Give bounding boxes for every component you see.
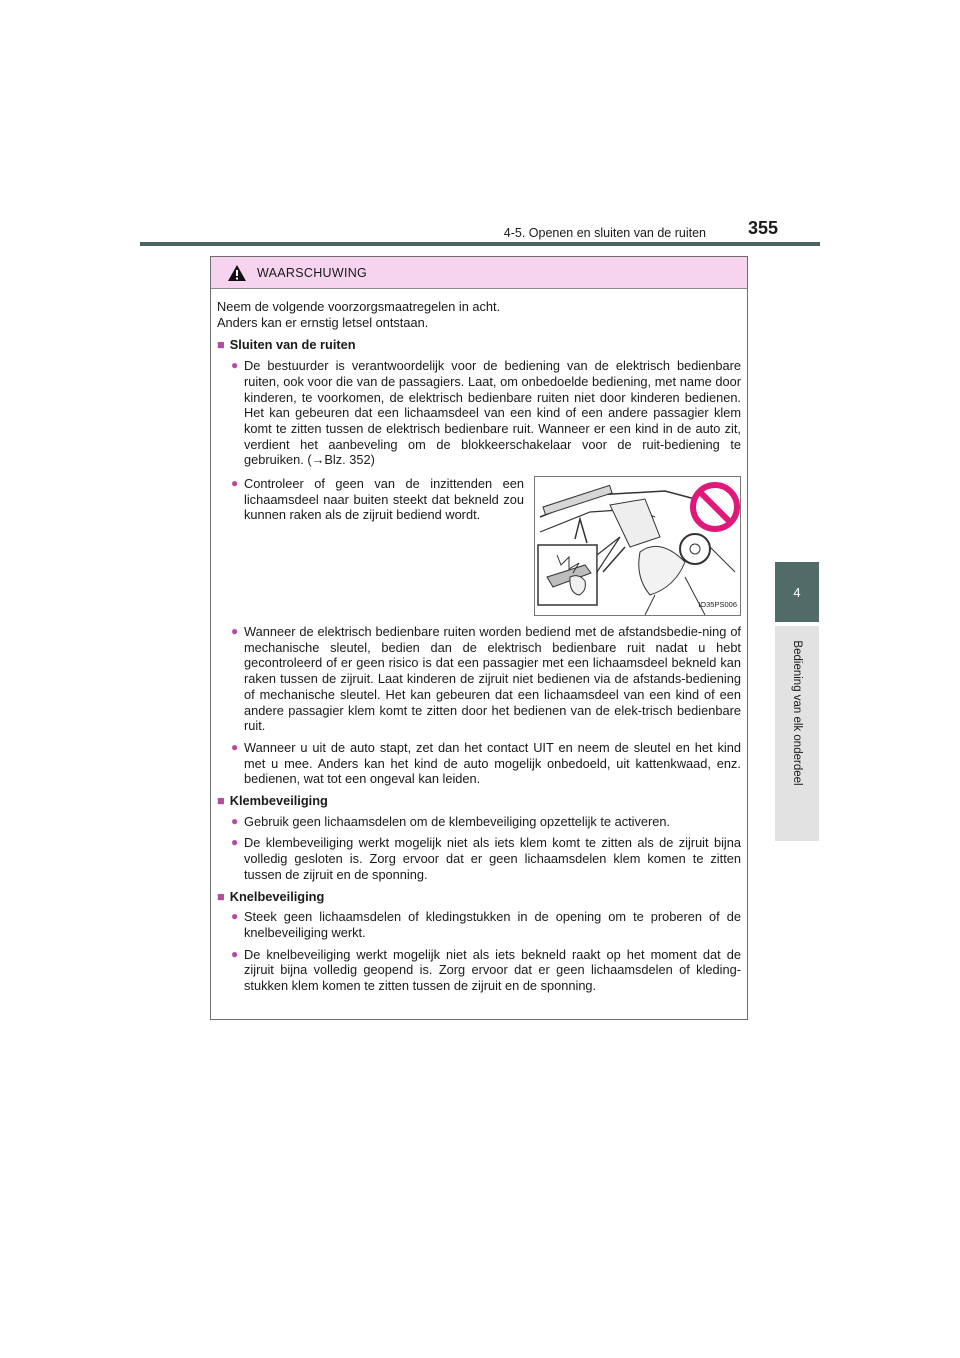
- list-item: [231, 835, 741, 882]
- round-bullet-icon: ●: [231, 739, 239, 754]
- section-heading-text: Klembeveiliging: [229, 793, 328, 809]
- list-item-text: De klembeveiliging werkt mogelijk niet als iets klem komt te zitten als de zijruit bijna volledig gesloten is. Zorg ervoor dat er geen lichaamsdelen klem komen te zitten tussen de zijruit en de sponning.: [244, 835, 741, 882]
- square-bullet-icon: ■: [217, 888, 225, 904]
- section-heading: [217, 889, 741, 905]
- chapter-title: Bediening van elk onderdeel: [791, 640, 803, 786]
- list-item: [231, 740, 741, 787]
- car-window-illustration: [535, 477, 740, 615]
- list-item-text: Wanneer u uit de auto stapt, zet dan het contact UIT en neem de sleutel en het kind met u mee. Anders kan het kind de auto mogelijk onbedoeld, uit kattenkwaad, enz. bedienen, wat tot een ongeval kan leiden.: [244, 739, 741, 787]
- list-item: [231, 814, 741, 830]
- chapter-number: 4: [793, 584, 801, 600]
- list-item-text: Steek geen lichaamsdelen of kledingstukken in de opening om te proberen of de knelbeveiliging werkt.: [244, 909, 741, 940]
- round-bullet-icon: ●: [231, 909, 239, 924]
- section-title: 4-5. Openen en sluiten van de ruiten: [503, 226, 706, 240]
- round-bullet-icon: ●: [231, 476, 239, 491]
- list-item-text: Controleer of geen van de inzittenden een lichaamsdeel naar buiten steekt dat bekneld zou kunnen raken als de zijruit bediend wordt.: [244, 476, 524, 523]
- round-bullet-icon: ●: [231, 358, 239, 373]
- section-heading: [217, 337, 741, 353]
- list-item: [231, 947, 741, 994]
- warning-intro: [217, 299, 741, 330]
- intro-line: Anders kan er ernstig letsel ontstaan.: [217, 314, 429, 330]
- square-bullet-icon: ■: [217, 337, 225, 353]
- warning-box: [210, 256, 748, 1020]
- intro-line: Neem de volgende voorzorgsmaatregelen in acht.: [217, 299, 501, 314]
- section-heading: [217, 793, 741, 809]
- figure-code: IO35PS006: [698, 600, 737, 610]
- list-item: [231, 624, 741, 734]
- warning-triangle-icon: [227, 264, 247, 282]
- list-item-text: Wanneer de elektrisch bedienbare ruiten worden bediend met de afstandsbedie-ning of mechanische sleutel, bedien dan de elektrisch bedienbare ruit nadat u hebt gecontroleerd of er geen risico is dat een passagier met een lichaamsdeel bekneld kan raken tussen de zijruit. Laat kinderen de zijruit niet bedienen via de afstands-bediening of mechanische sleutel. Het kan gebeuren dat een lichaamsdeel van een kind of een andere passagier klem komt te zitten door het bedienen van de elek-trisch bedienbare ruit.: [244, 624, 741, 734]
- warning-body: [211, 289, 747, 994]
- round-bullet-icon: ●: [231, 946, 239, 961]
- list-item-text: De bestuurder is verantwoordelijk voor de bediening van de elektrisch bedienbare ruiten, ook voor die van de passagiers. Laat, om onbedoelde bediening, met name door kinderen, te voorkomen, de elektrisch bedienbare ruiten niet door kinderen bedienen. Het kan gebeuren dat een lichaamsdeel van een kind of een andere passagier klem komt te zitten tussen de elektrisch bedienbare ruit. Wanneer er een kind in de auto zit, verdient het aanbeveling om de blokkeerschakelaar voor de ruit-bediening te gebruiken. (→Blz. 352): [244, 358, 741, 468]
- page-number: 355: [747, 218, 778, 238]
- header-rule: [140, 242, 820, 246]
- section-heading-text: Sluiten van de ruiten: [229, 337, 356, 353]
- list-item-text: Gebruik geen lichaamsdelen om de klembeveiliging opzettelijk te activeren.: [244, 813, 671, 829]
- list-item-text: De knelbeveiliging werkt mogelijk niet als iets bekneld raakt op het moment dat de zijruit bijna volledig geopend is. Zorg ervoor dat er geen lichaamsdelen of kleding-stukken klem komen te zitten tussen de zijruit en de sponning.: [244, 946, 741, 994]
- list-item: [231, 358, 741, 468]
- round-bullet-icon: ●: [231, 813, 239, 828]
- list-item-with-figure: [231, 476, 741, 616]
- square-bullet-icon: ■: [217, 793, 225, 809]
- chapter-tab[interactable]: [775, 562, 819, 622]
- section-heading-text: Knelbeveiliging: [229, 888, 325, 904]
- round-bullet-icon: ●: [231, 624, 239, 639]
- warning-header: [211, 257, 747, 289]
- round-bullet-icon: ●: [231, 835, 239, 850]
- list-item: [231, 909, 741, 940]
- illustration-window-pinch: [534, 476, 741, 616]
- warning-title: WAARSCHUWING: [257, 265, 368, 280]
